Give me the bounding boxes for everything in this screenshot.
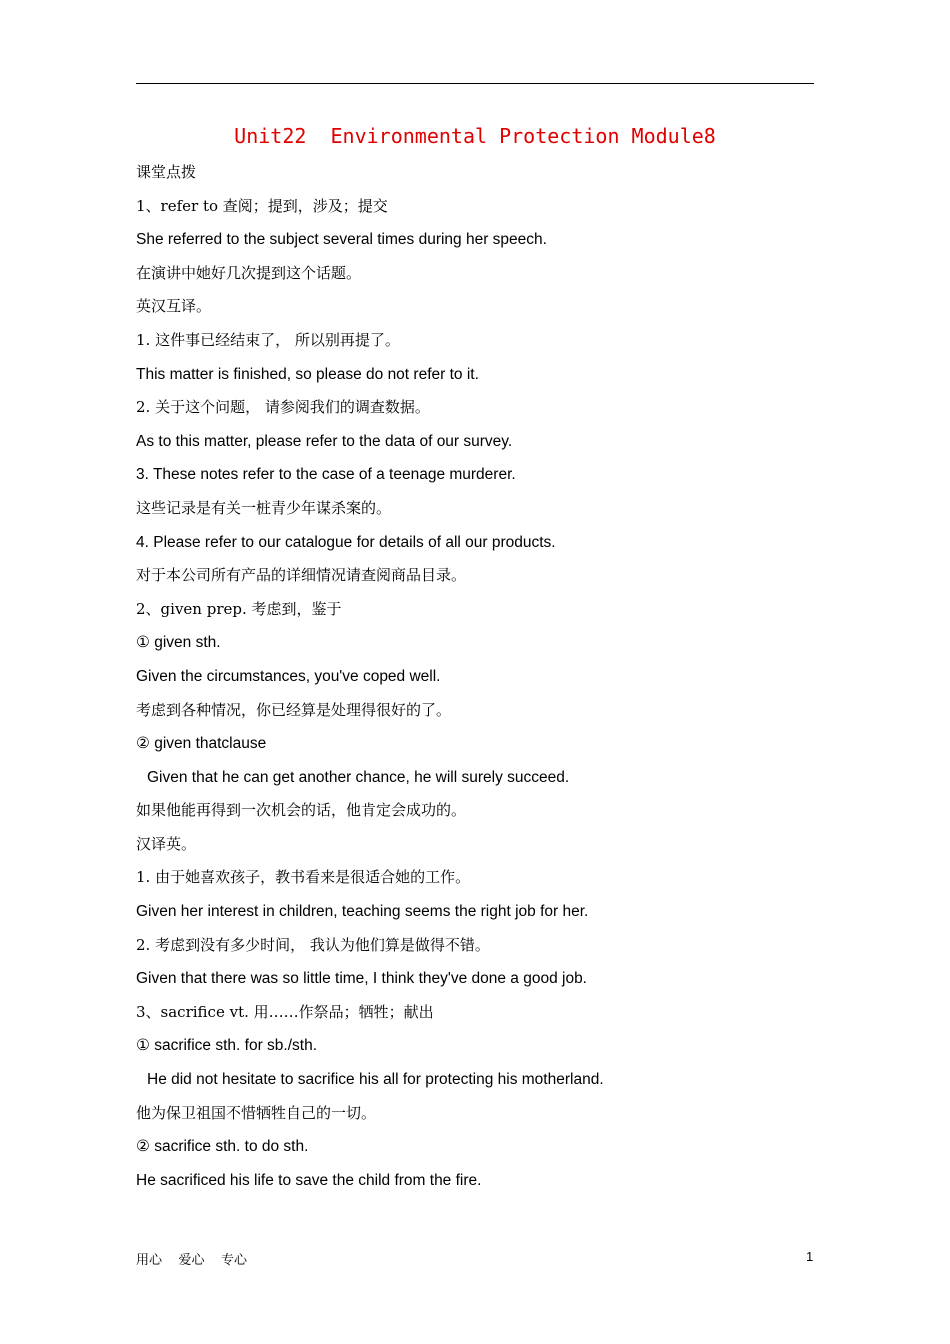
text-line: 对于本公司所有产品的详细情况请查阅商品目录。 [136, 566, 467, 585]
text-line: 汉译英。 [136, 834, 197, 853]
text-line: 在演讲中她好几次提到这个话题。 [136, 263, 362, 282]
text-line: Given her interest in children, teaching seems the right job for her. [136, 903, 589, 921]
text-line: 4. Please refer to our catalogue for details of all our products. [136, 533, 556, 551]
text-line: 1. 由于她喜欢孩子，教书看来是很适合她的工作。 [136, 868, 471, 887]
document-body [136, 156, 816, 1197]
text-line: Given that he can get another chance, he will surely succeed. [147, 768, 570, 786]
text-line: 2. 考虑到没有多少时间， 我认为他们算是做得不错。 [136, 935, 490, 954]
text-line: 考虑到各种情况，你已经算是处理得很好的了。 [136, 700, 452, 719]
page-number: 1 [806, 1249, 814, 1264]
text-line: 2. 关于这个问题， 请参阅我们的调查数据。 [136, 398, 430, 417]
text-line: Given the circumstances, you've coped well. [136, 667, 441, 685]
text-line: 这些记录是有关一桩青少年谋杀案的。 [136, 498, 392, 517]
text-line: ① given sth. [136, 634, 221, 652]
text-line: She referred to the subject several times during her speech. [136, 231, 547, 249]
text-line: 英汉互译。 [136, 297, 212, 316]
text-line: 1、refer to 查阅；提到，涉及；提交 [136, 196, 388, 215]
text-line: He sacrificed his life to save the child from the fire. [136, 1171, 482, 1189]
text-line: As to this matter, please refer to the data of our survey. [136, 432, 513, 450]
text-line: 课堂点拨 [136, 163, 197, 181]
text-line: Given that there was so little time, I think they've done a good job. [136, 970, 587, 988]
text-line: This matter is finished, so please do not refer to it. [136, 365, 479, 383]
footer-motto: 用心 爱心 专心 [136, 1253, 248, 1268]
text-line: ① sacrifice sth. for sb./sth. [136, 1037, 318, 1055]
text-line: He did not hesitate to sacrifice his all for protecting his motherland. [147, 1071, 604, 1089]
text-line: ② sacrifice sth. to do sth. [136, 1138, 309, 1156]
text-line: 3、sacrifice vt. 用……作祭品；牺牲；献出 [136, 1002, 434, 1021]
text-line: 3. These notes refer to the case of a teenage murderer. [136, 466, 516, 484]
header-rule [136, 83, 814, 84]
text-line: 如果他能再得到一次机会的话，他肯定会成功的。 [136, 801, 467, 820]
text-line: 2、given prep. 考虑到，鉴于 [136, 599, 342, 618]
text-line: 他为保卫祖国不惜牺牲自己的一切。 [136, 1103, 377, 1122]
text-line: ② given thatclause [136, 735, 267, 753]
text-line: 1. 这件事已经结束了， 所以别再提了。 [136, 330, 400, 349]
document-title: Unit22 Environmental Protection Module8 [234, 124, 716, 148]
